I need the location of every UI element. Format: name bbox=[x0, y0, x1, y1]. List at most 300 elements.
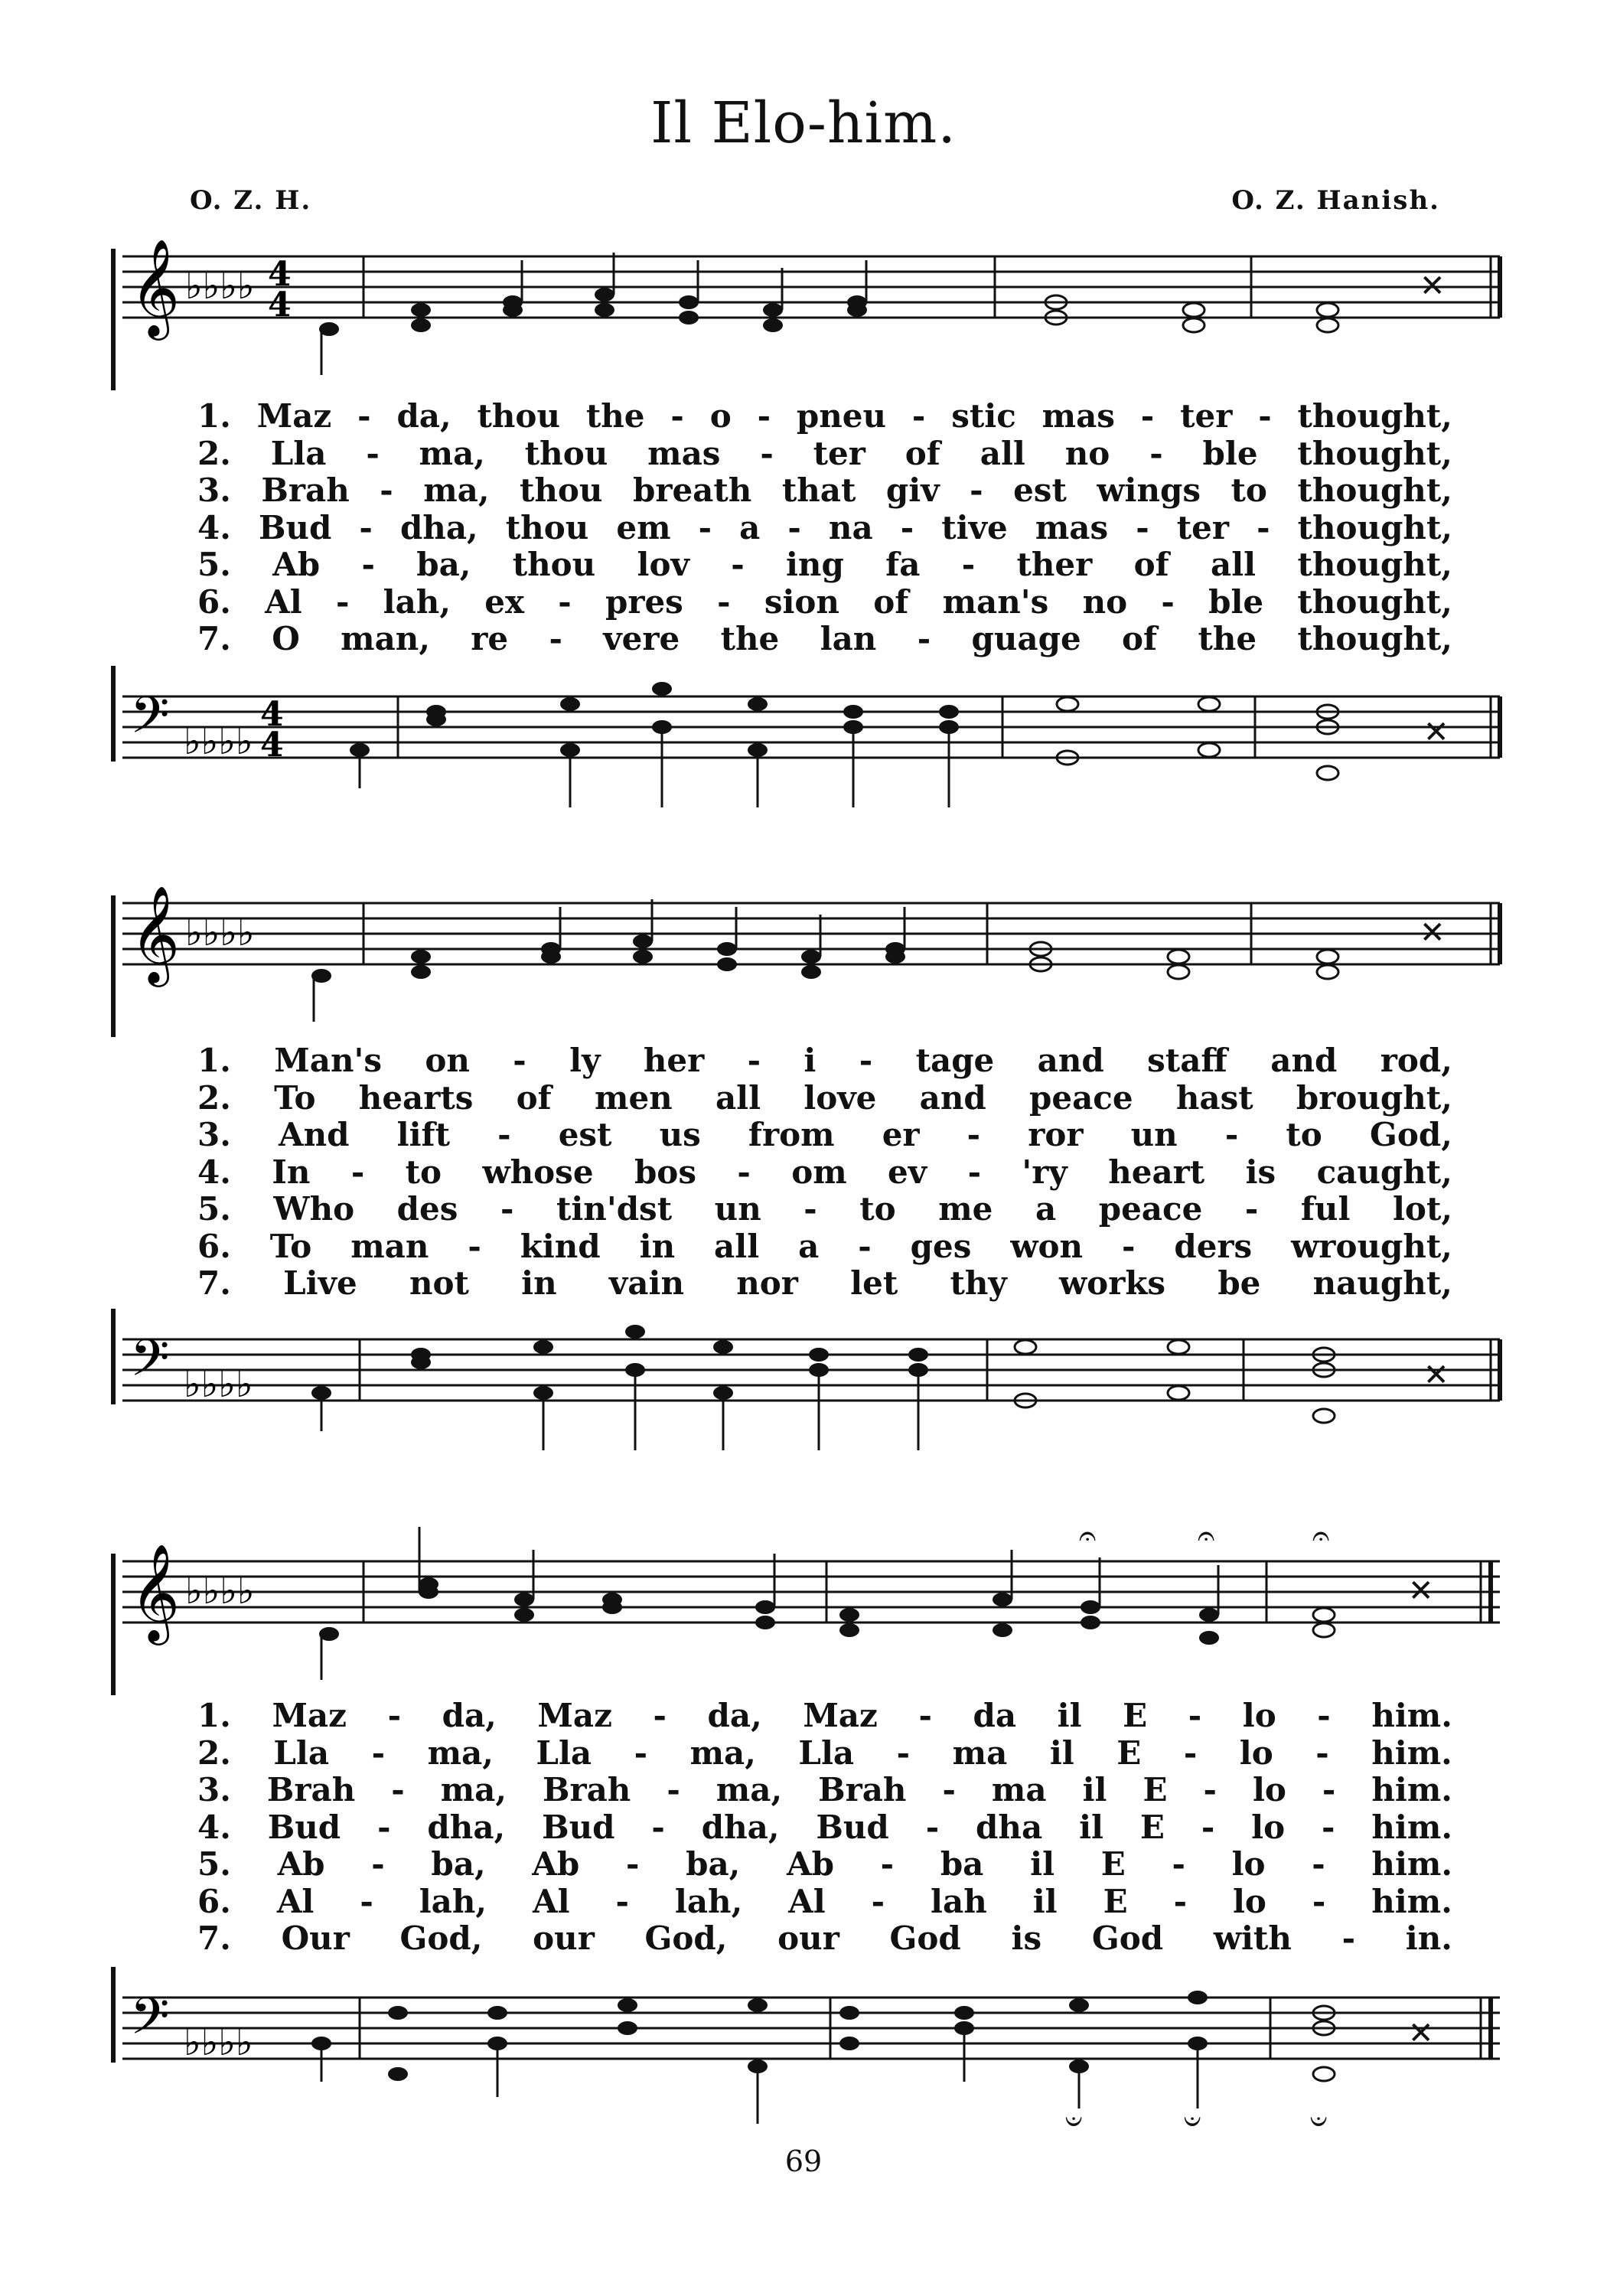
lyric-syllable: - bbox=[760, 434, 774, 472]
lyric-syllable: - bbox=[804, 1190, 817, 1228]
lyric-syllable: 1. bbox=[197, 1697, 231, 1734]
verse-line bbox=[197, 1772, 1452, 1809]
lyric-syllable: hearts bbox=[358, 1078, 474, 1117]
lyric-syllable: lah, bbox=[383, 582, 451, 621]
verse-line bbox=[197, 1809, 1452, 1847]
lyric-syllable: dha, bbox=[701, 1808, 780, 1846]
lyric-syllable: 2. bbox=[197, 1078, 231, 1117]
verse-line bbox=[197, 1735, 1452, 1773]
lyric-syllable: in. bbox=[1405, 1919, 1452, 1957]
lyric-syllable: man, bbox=[341, 620, 430, 657]
lyric-syllable: him. bbox=[1371, 1697, 1452, 1734]
verse-line bbox=[197, 472, 1452, 510]
lyric-syllable: O bbox=[272, 620, 300, 657]
lyric-syllable: 3. bbox=[197, 1116, 231, 1153]
lyric-syllable: and bbox=[919, 1078, 986, 1117]
lyric-syllable: peace bbox=[1029, 1078, 1133, 1117]
key-signature-flats: ♭♭♭♭ bbox=[184, 1363, 253, 1406]
lyric-syllable: is bbox=[1011, 1919, 1042, 1957]
lyric-syllable: God bbox=[1091, 1919, 1164, 1957]
lyric-syllable: lov bbox=[637, 546, 689, 583]
lyric-syllable: him. bbox=[1371, 1845, 1452, 1883]
lyric-syllable: lift bbox=[396, 1116, 450, 1153]
lyric-syllable: Ab bbox=[787, 1845, 834, 1883]
lyric-syllable: - bbox=[757, 397, 771, 435]
svg-text:4: 4 bbox=[260, 726, 284, 765]
lyric-syllable: all bbox=[980, 434, 1025, 472]
lyric-syllable: thou bbox=[505, 508, 589, 546]
fermata-icon: 𝄑 bbox=[1184, 2104, 1201, 2135]
treble-clef-icon: 𝄞 bbox=[130, 885, 181, 983]
lyric-syllable: tive bbox=[941, 508, 1008, 546]
lyric-syllable: mas bbox=[1035, 508, 1109, 546]
verse-line bbox=[197, 398, 1452, 435]
fermata-icon: 𝄐 bbox=[1198, 1523, 1215, 1554]
lyric-syllable: lan bbox=[820, 620, 877, 657]
lyric-syllable: Lla bbox=[270, 434, 327, 472]
lyric-syllable: - bbox=[558, 582, 572, 621]
lyric-syllable: 4. bbox=[197, 1808, 231, 1846]
lyric-syllable: no bbox=[1082, 582, 1128, 621]
lyric-syllable: - bbox=[917, 620, 931, 657]
lyric-syllable: rod, bbox=[1380, 1042, 1452, 1079]
lyric-syllable: - bbox=[1224, 1116, 1239, 1153]
key-signature-flats: ♭♭♭♭ bbox=[185, 265, 255, 308]
lyric-syllable: ful bbox=[1300, 1190, 1351, 1228]
time-signature bbox=[268, 255, 292, 325]
lyric-syllable: not bbox=[409, 1264, 469, 1302]
verse-line bbox=[197, 1042, 1452, 1080]
lyric-syllable: E bbox=[1139, 1808, 1165, 1846]
lyric-syllable: all bbox=[1211, 546, 1257, 583]
lyric-syllable: il bbox=[1079, 1808, 1103, 1846]
lyric-syllable: Ab bbox=[277, 1845, 325, 1883]
lyric-syllable: - bbox=[1315, 1733, 1329, 1772]
lyric-syllable: 5. bbox=[197, 546, 231, 583]
lyric-syllable: 2. bbox=[197, 1733, 231, 1772]
treble-staff-system-1 bbox=[0, 226, 1607, 394]
lyric-syllable: Maz bbox=[803, 1697, 878, 1734]
lyric-syllable: lah, bbox=[419, 1882, 487, 1920]
lyricist-credit: O. Z. H. bbox=[190, 185, 312, 216]
verse-line bbox=[197, 1154, 1452, 1192]
lyric-syllable: - bbox=[896, 1733, 911, 1772]
lyric-syllable: that bbox=[781, 471, 856, 509]
lyric-syllable: ba, bbox=[686, 1845, 741, 1883]
lyric-syllable: Al bbox=[265, 582, 302, 621]
lyric-syllable: Al bbox=[532, 1882, 570, 1920]
lyric-syllable: - bbox=[911, 397, 926, 435]
lyric-syllable: to bbox=[1231, 471, 1267, 509]
verse-line bbox=[197, 546, 1452, 584]
verse-line bbox=[197, 1265, 1452, 1303]
lyric-syllable: the bbox=[720, 620, 780, 657]
lyric-syllable: God, bbox=[399, 1919, 483, 1957]
bass-staff-system-1 bbox=[0, 666, 1607, 819]
lyric-syllable: To bbox=[274, 1078, 316, 1117]
lyric-syllable: - bbox=[371, 1733, 386, 1772]
treble-staff-system-2 bbox=[0, 872, 1607, 1041]
lyric-syllable: - bbox=[653, 1697, 667, 1734]
lyric-syllable: - bbox=[549, 620, 562, 657]
lyric-syllable: da, bbox=[707, 1697, 762, 1734]
lyric-syllable: lo bbox=[1242, 1697, 1276, 1734]
lyric-syllable: - bbox=[967, 1153, 982, 1191]
lyric-syllable: caught, bbox=[1316, 1153, 1452, 1191]
svg-text:✕: ✕ bbox=[1423, 715, 1449, 750]
lyric-syllable: E bbox=[1143, 1771, 1168, 1808]
lyric-syllable: - bbox=[1201, 1808, 1215, 1846]
lyric-syllable: breath bbox=[632, 471, 752, 509]
lyric-syllable: - bbox=[1140, 397, 1155, 435]
lyric-syllable: is bbox=[1245, 1153, 1276, 1191]
lyric-syllable: 6. bbox=[197, 1227, 231, 1265]
lyric-syllable: tage bbox=[915, 1042, 995, 1079]
lyric-syllable: the bbox=[585, 397, 645, 435]
lyric-syllable: thought, bbox=[1297, 620, 1452, 657]
lyric-syllable: ges bbox=[910, 1227, 972, 1265]
verse-line bbox=[197, 1698, 1452, 1735]
lyric-syllable: ma, bbox=[423, 471, 490, 509]
lyric-syllable: him. bbox=[1371, 1733, 1452, 1772]
lyric-syllable: with bbox=[1213, 1919, 1292, 1957]
lyric-syllable: ter bbox=[813, 434, 865, 472]
lyric-syllable: from bbox=[748, 1116, 835, 1153]
lyric-syllable: Brah bbox=[818, 1771, 907, 1808]
lyric-syllable: - bbox=[737, 1153, 751, 1191]
verse-line bbox=[197, 1846, 1452, 1883]
lyric-syllable: heart bbox=[1108, 1153, 1205, 1191]
lyric-syllable: staff bbox=[1147, 1042, 1227, 1079]
lyric-syllable: - bbox=[391, 1771, 405, 1808]
lyric-syllable: all bbox=[714, 1227, 760, 1265]
fermata-icon: 𝄑 bbox=[1065, 2104, 1083, 2135]
lyric-syllable: to bbox=[859, 1190, 896, 1228]
lyric-syllable: - bbox=[667, 1771, 680, 1808]
lyric-syllable: - bbox=[1172, 1845, 1185, 1883]
lyric-syllable: lo bbox=[1232, 1882, 1266, 1920]
lyric-syllable: - bbox=[1121, 1227, 1136, 1265]
lyric-syllable: - bbox=[500, 1190, 514, 1228]
lyric-syllable: - bbox=[1173, 1882, 1187, 1920]
lyric-syllable: God, bbox=[644, 1919, 728, 1957]
lyric-syllable: us bbox=[659, 1116, 701, 1153]
lyric-syllable: - bbox=[717, 582, 731, 621]
lyric-syllable: of bbox=[1133, 546, 1169, 583]
lyric-syllable: em bbox=[616, 508, 671, 546]
svg-text:✕: ✕ bbox=[1420, 915, 1446, 951]
bass-clef-icon: 𝄢 bbox=[130, 686, 170, 757]
lyric-syllable: ex bbox=[484, 582, 524, 621]
lyric-syllable: - bbox=[380, 471, 393, 509]
lyric-syllable: o bbox=[709, 397, 732, 435]
lyric-syllable: to bbox=[405, 1153, 442, 1191]
lyric-syllable: wings bbox=[1097, 471, 1201, 509]
lyric-syllable: wrought, bbox=[1291, 1227, 1452, 1265]
lyric-syllable: er bbox=[882, 1116, 920, 1153]
lyric-syllable: - bbox=[942, 1771, 956, 1808]
lyric-syllable: ba bbox=[940, 1845, 984, 1883]
key-signature-flats: ♭♭♭♭ bbox=[185, 1570, 255, 1613]
lyric-syllable: ly bbox=[569, 1042, 601, 1079]
lyric-syllable: mas bbox=[1041, 397, 1115, 435]
lyric-syllable: Ab bbox=[532, 1845, 580, 1883]
lyric-syllable: - bbox=[1341, 1919, 1356, 1957]
key-signature-flats: ♭♭♭♭ bbox=[185, 912, 255, 954]
lyric-syllable: ma, bbox=[419, 434, 485, 472]
lyric-syllable: - bbox=[1312, 1845, 1325, 1883]
lyric-syllable: thought, bbox=[1297, 397, 1452, 435]
lyric-syllable: - bbox=[371, 1845, 385, 1883]
lyric-syllable: Brah bbox=[542, 1771, 631, 1808]
svg-text:✕: ✕ bbox=[1408, 1574, 1434, 1609]
page-number: 69 bbox=[784, 2144, 823, 2178]
lyric-syllable: - bbox=[625, 1845, 640, 1883]
lyric-syllable: i bbox=[804, 1042, 817, 1079]
lyric-syllable: - bbox=[1183, 1733, 1198, 1772]
lyric-syllable: no bbox=[1064, 434, 1110, 472]
lyric-syllable: da, bbox=[442, 1697, 497, 1734]
lyric-syllable: Man's bbox=[274, 1042, 382, 1079]
lyric-syllable: our bbox=[777, 1919, 839, 1957]
lyric-syllable: giv bbox=[885, 471, 940, 509]
lyric-syllable: thought, bbox=[1297, 546, 1452, 583]
lyric-syllable: - bbox=[361, 546, 375, 583]
lyric-syllable: - bbox=[670, 397, 684, 435]
lyric-syllable: Maz bbox=[256, 397, 332, 435]
fermata-icon: 𝄐 bbox=[1312, 1523, 1330, 1554]
lyric-syllable: pneu bbox=[796, 397, 887, 435]
verse-line bbox=[197, 1883, 1452, 1921]
lyric-syllable: brought, bbox=[1296, 1078, 1452, 1117]
lyric-syllable: ma, bbox=[440, 1771, 507, 1808]
lyric-syllable: - bbox=[1188, 1697, 1202, 1734]
lyric-syllable: - bbox=[961, 546, 976, 583]
lyric-syllable: the bbox=[1198, 620, 1257, 657]
lyric-syllable: sion bbox=[764, 582, 839, 621]
lyric-syllable: - bbox=[859, 1042, 873, 1079]
lyric-syllable: Al bbox=[276, 1882, 315, 1920]
lyric-syllable: 1. bbox=[197, 397, 231, 435]
verse-line bbox=[197, 1117, 1452, 1154]
lyric-syllable: est bbox=[1013, 471, 1067, 509]
svg-text:4: 4 bbox=[268, 255, 292, 294]
lyric-syllable: kind bbox=[520, 1227, 601, 1265]
lyric-syllable: - bbox=[377, 1808, 391, 1846]
lyric-syllable: da, bbox=[396, 397, 451, 435]
bass-notes bbox=[350, 682, 1449, 807]
lyric-syllable: in bbox=[521, 1264, 557, 1302]
lyric-syllable: on bbox=[425, 1042, 470, 1079]
svg-text:4: 4 bbox=[268, 285, 292, 325]
lyric-syllable: thou bbox=[512, 546, 596, 583]
lyric-syllable: of bbox=[905, 434, 940, 472]
lyric-syllable: lo bbox=[1239, 1733, 1273, 1772]
lyric-syllable: - bbox=[497, 1116, 511, 1153]
verses-system-1 bbox=[197, 398, 1452, 658]
lyric-syllable: Lla bbox=[798, 1733, 855, 1772]
lyric-syllable: Brah bbox=[266, 1771, 356, 1808]
lyric-syllable: - bbox=[651, 1808, 665, 1846]
lyric-syllable: - bbox=[1258, 397, 1272, 435]
lyric-syllable: him. bbox=[1371, 1771, 1452, 1808]
lyric-syllable: Bud bbox=[267, 1808, 341, 1846]
lyric-syllable: 2. bbox=[197, 434, 231, 472]
lyric-syllable: Bud bbox=[258, 508, 332, 546]
lyric-syllable: of bbox=[1122, 620, 1158, 657]
lyric-syllable: won bbox=[1010, 1227, 1084, 1265]
lyric-syllable: thy bbox=[950, 1264, 1007, 1302]
lyric-syllable: - bbox=[918, 1697, 932, 1734]
lyric-syllable: om bbox=[791, 1153, 847, 1191]
lyric-syllable: hast bbox=[1175, 1078, 1253, 1117]
lyric-syllable: 7. bbox=[197, 1264, 231, 1302]
key-signature-flats: ♭♭♭♭ bbox=[184, 2021, 253, 2064]
lyric-syllable: - bbox=[359, 508, 373, 546]
lyric-syllable: dha, bbox=[399, 508, 478, 546]
lyric-syllable: bos bbox=[634, 1153, 696, 1191]
lyric-syllable: all bbox=[715, 1078, 761, 1117]
bass-clef-icon: 𝄢 bbox=[130, 1329, 170, 1400]
lyric-syllable: - bbox=[1322, 1771, 1336, 1808]
lyric-syllable: - bbox=[615, 1882, 629, 1920]
lyric-syllable: il bbox=[1057, 1697, 1082, 1734]
lyric-syllable: 6. bbox=[197, 1882, 231, 1920]
lyric-syllable: And bbox=[278, 1116, 350, 1153]
bass-staff-system-2 bbox=[0, 1309, 1607, 1462]
lyric-syllable: un bbox=[714, 1190, 761, 1228]
lyric-syllable: Lla bbox=[536, 1733, 592, 1772]
lyric-syllable: of bbox=[873, 582, 909, 621]
lyric-syllable: - bbox=[335, 582, 350, 621]
lyric-syllable: lo bbox=[1251, 1808, 1286, 1846]
svg-text:✕: ✕ bbox=[1420, 269, 1446, 304]
lyric-syllable: dha bbox=[976, 1808, 1043, 1846]
lyric-syllable: 7. bbox=[197, 1919, 231, 1957]
lyric-syllable: ma, bbox=[427, 1733, 494, 1772]
lyric-syllable: il bbox=[1032, 1882, 1058, 1920]
lyric-syllable: lo bbox=[1231, 1845, 1266, 1883]
fermata-icon: 𝄐 bbox=[1079, 1523, 1097, 1554]
lyric-syllable: - bbox=[366, 434, 380, 472]
svg-text:✕: ✕ bbox=[1423, 1358, 1449, 1393]
lyric-syllable: vain bbox=[608, 1264, 684, 1302]
lyric-syllable: - bbox=[387, 1697, 402, 1734]
verse-line bbox=[197, 1191, 1452, 1228]
lyric-syllable: - bbox=[966, 1116, 981, 1153]
lyric-syllable: - bbox=[858, 1227, 872, 1265]
lyric-syllable: let bbox=[850, 1264, 898, 1302]
lyric-syllable: Bud bbox=[542, 1808, 615, 1846]
lyric-syllable: me bbox=[938, 1190, 993, 1228]
lyric-syllable: - bbox=[698, 508, 712, 546]
lyric-syllable: ing bbox=[785, 546, 844, 583]
lyric-syllable: 3. bbox=[197, 471, 231, 509]
bass-notes bbox=[311, 1325, 1449, 1450]
lyric-syllable: 7. bbox=[197, 620, 231, 657]
lyric-syllable: In bbox=[272, 1153, 311, 1191]
verse-line bbox=[197, 435, 1452, 473]
lyric-syllable: works bbox=[1059, 1264, 1166, 1302]
lyric-syllable: ble bbox=[1202, 434, 1258, 472]
lyric-syllable: thought, bbox=[1297, 508, 1452, 546]
lyric-syllable: a bbox=[739, 508, 761, 546]
lyric-syllable: ble bbox=[1208, 582, 1264, 621]
lyric-syllable: a bbox=[798, 1227, 820, 1265]
lyric-syllable: 5. bbox=[197, 1845, 231, 1883]
lyric-syllable: thou bbox=[519, 471, 603, 509]
lyric-syllable: - bbox=[871, 1882, 885, 1920]
lyric-syllable: ba, bbox=[431, 1845, 486, 1883]
lyric-syllable: of bbox=[516, 1078, 552, 1117]
lyric-syllable: Ab bbox=[272, 546, 321, 583]
lyric-syllable: ma, bbox=[689, 1733, 756, 1772]
lyric-syllable: to bbox=[1286, 1116, 1322, 1153]
lyric-syllable: man bbox=[350, 1227, 429, 1265]
lyric-syllable: Maz bbox=[537, 1697, 612, 1734]
lyric-syllable: - bbox=[1136, 508, 1149, 546]
lyric-syllable: ba, bbox=[416, 546, 471, 583]
verse-line bbox=[197, 1920, 1452, 1958]
lyric-syllable: nor bbox=[736, 1264, 798, 1302]
svg-text:4: 4 bbox=[260, 695, 284, 734]
lyric-syllable: - bbox=[1161, 582, 1175, 621]
lyric-syllable: thou bbox=[477, 397, 560, 435]
lyric-syllable: un bbox=[1130, 1116, 1178, 1153]
lyric-syllable: man's bbox=[942, 582, 1049, 621]
lyric-syllable: God bbox=[889, 1919, 961, 1957]
lyric-syllable: Al bbox=[788, 1882, 826, 1920]
lyric-syllable: - bbox=[1244, 1190, 1259, 1228]
lyric-syllable: - bbox=[634, 1733, 648, 1772]
lyric-syllable: - bbox=[787, 508, 801, 546]
lyric-syllable: be bbox=[1217, 1264, 1261, 1302]
lyric-syllable: - bbox=[925, 1808, 940, 1846]
lyric-syllable: Brah bbox=[261, 471, 350, 509]
lyric-syllable: him. bbox=[1371, 1882, 1452, 1920]
lyric-syllable: mas bbox=[647, 434, 721, 472]
lyric-syllable: des bbox=[396, 1190, 458, 1228]
lyric-syllable: men bbox=[595, 1078, 673, 1117]
lyric-syllable: - bbox=[747, 1042, 761, 1079]
lyric-syllable: peace bbox=[1098, 1190, 1203, 1228]
lyric-syllable: - bbox=[970, 471, 983, 509]
lyric-syllable: - bbox=[1317, 1697, 1331, 1734]
lyric-syllable: thought, bbox=[1297, 582, 1452, 621]
lyric-syllable: E bbox=[1116, 1733, 1142, 1772]
lyric-syllable: da bbox=[973, 1697, 1017, 1734]
lyric-syllable: lo bbox=[1252, 1771, 1286, 1808]
verse-line bbox=[197, 510, 1452, 547]
lyric-syllable: - bbox=[1149, 434, 1163, 472]
lyric-syllable: thou bbox=[524, 434, 608, 472]
lyric-syllable: 1. bbox=[197, 1042, 231, 1079]
lyric-syllable: 4. bbox=[197, 508, 231, 546]
lyric-syllable: - bbox=[900, 508, 914, 546]
lyric-syllable: Live bbox=[283, 1264, 357, 1302]
lyric-syllable: 'ry bbox=[1022, 1153, 1068, 1191]
lyric-syllable: dha, bbox=[427, 1808, 506, 1846]
lyric-syllable: thought, bbox=[1297, 434, 1452, 472]
lyric-syllable: na bbox=[828, 508, 873, 546]
lyric-syllable: - bbox=[880, 1845, 895, 1883]
lyric-syllable: ther bbox=[1016, 546, 1093, 583]
lyric-syllable: and bbox=[1037, 1042, 1104, 1079]
verse-line bbox=[197, 1080, 1452, 1117]
lyric-syllable: - bbox=[1257, 508, 1270, 546]
lyric-syllable: ter bbox=[1176, 508, 1229, 546]
lyric-syllable: E bbox=[1103, 1882, 1128, 1920]
